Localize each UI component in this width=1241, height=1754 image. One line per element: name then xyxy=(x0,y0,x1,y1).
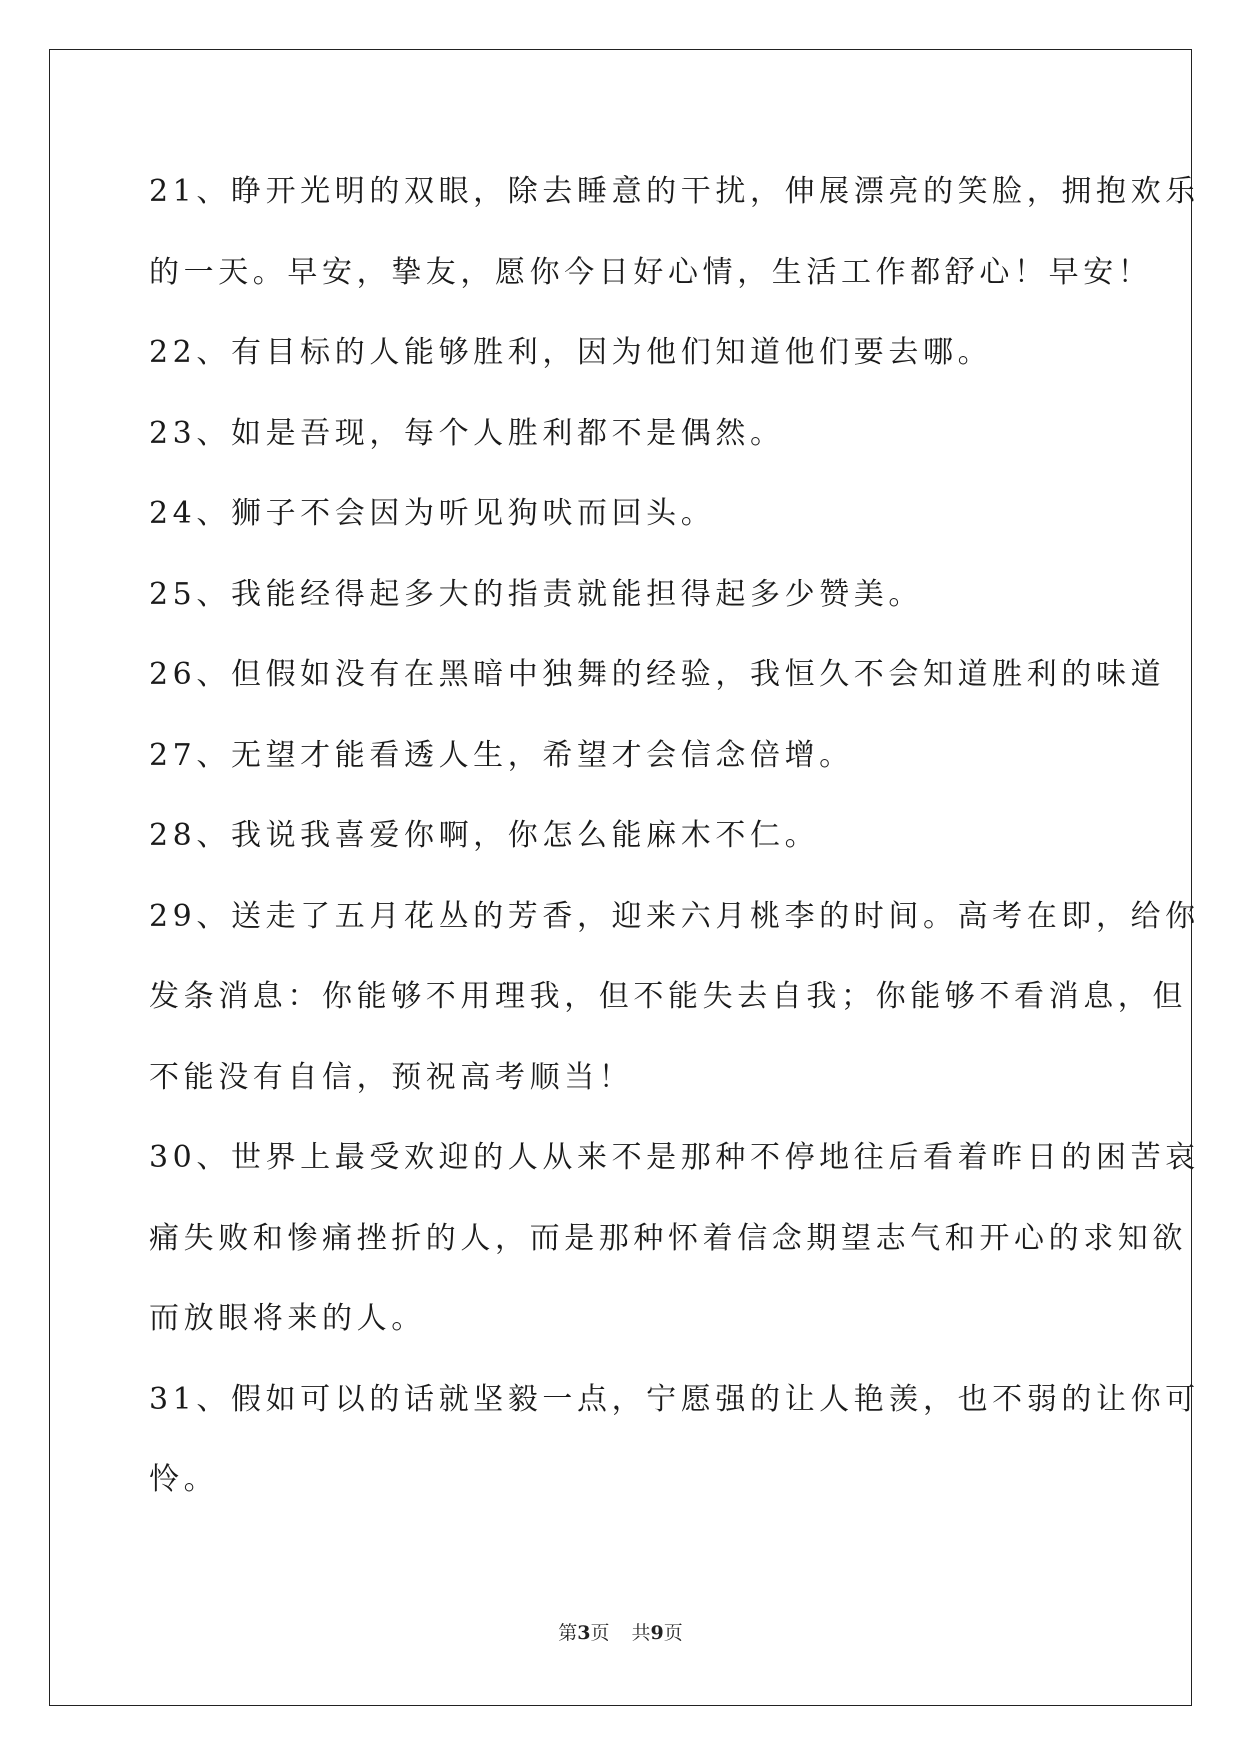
entry-21 xyxy=(149,152,1200,313)
entry-31 xyxy=(149,1360,1200,1521)
entry-line: 29、送走了五月花丛的芳香，迎来六月桃李的时间。高考在即，给你 xyxy=(149,898,1200,934)
document-body xyxy=(149,152,1200,1521)
current-page-number: 3 xyxy=(577,1622,591,1644)
entry-line: 30、世界上最受欢迎的人从来不是那种不停地往后看着昨日的困苦哀 xyxy=(149,1140,1200,1175)
entry-line: 24、狮子不会因为听见狗吠而回头。 xyxy=(149,496,716,531)
entry-line: 22、有目标的人能够胜利，因为他们知道他们要去哪。 xyxy=(149,335,993,370)
entry-23 xyxy=(149,394,1109,475)
entry-line: 21、睁开光明的双眼，除去睡意的干扰，伸展漂亮的笑脸，拥抱欢乐 xyxy=(149,174,1200,209)
page-suffix: 页 xyxy=(590,1622,610,1644)
entry-26 xyxy=(149,635,1166,716)
entry-line: 发条消息：你能够不用理我，但不能失去自我；你能够不看消息，但 xyxy=(149,979,1187,1014)
entry-line: 25、我能经得起多大的指责就能担得起多少赞美。 xyxy=(149,576,923,612)
page-prefix: 第 xyxy=(558,1622,578,1644)
entry-25 xyxy=(149,555,1109,636)
entry-30 xyxy=(149,1118,1200,1360)
total-page-number: 9 xyxy=(650,1622,664,1644)
entry-24 xyxy=(149,474,1109,555)
total-suffix: 页 xyxy=(663,1622,683,1644)
entry-line: 而放眼将来的人。 xyxy=(149,1301,426,1336)
entry-line: 怜。 xyxy=(149,1462,219,1497)
entry-22 xyxy=(149,313,1109,394)
page-footer xyxy=(0,1618,1241,1645)
entry-line: 的一天。早安，挚友，愿你今日好心情，生活工作都舒心！早安！ xyxy=(149,254,1153,290)
entry-line: 不能没有自信，预祝高考顺当！ xyxy=(149,1059,634,1095)
entry-28 xyxy=(149,796,1109,877)
entry-line: 27、无望才能看透人生，希望才会信念倍增。 xyxy=(149,737,854,773)
entry-line: 痛失败和惨痛挫折的人，而是那种怀着信念期望志气和开心的求知欲 xyxy=(149,1220,1187,1256)
entry-line: 23、如是吾现，每个人胜利都不是偶然。 xyxy=(149,415,785,451)
total-prefix: 共 xyxy=(631,1622,651,1644)
entry-line: 28、我说我喜爱你啊，你怎么能麻木不仁。 xyxy=(149,818,820,853)
entry-line: 26、但假如没有在黑暗中独舞的经验，我恒久不会知道胜利的味道 xyxy=(149,657,1166,692)
entry-line: 31、假如可以的话就坚毅一点，宁愿强的让人艳羡，也不弱的让你可 xyxy=(149,1381,1200,1417)
entry-29 xyxy=(149,877,1200,1119)
entry-27 xyxy=(149,716,1109,797)
